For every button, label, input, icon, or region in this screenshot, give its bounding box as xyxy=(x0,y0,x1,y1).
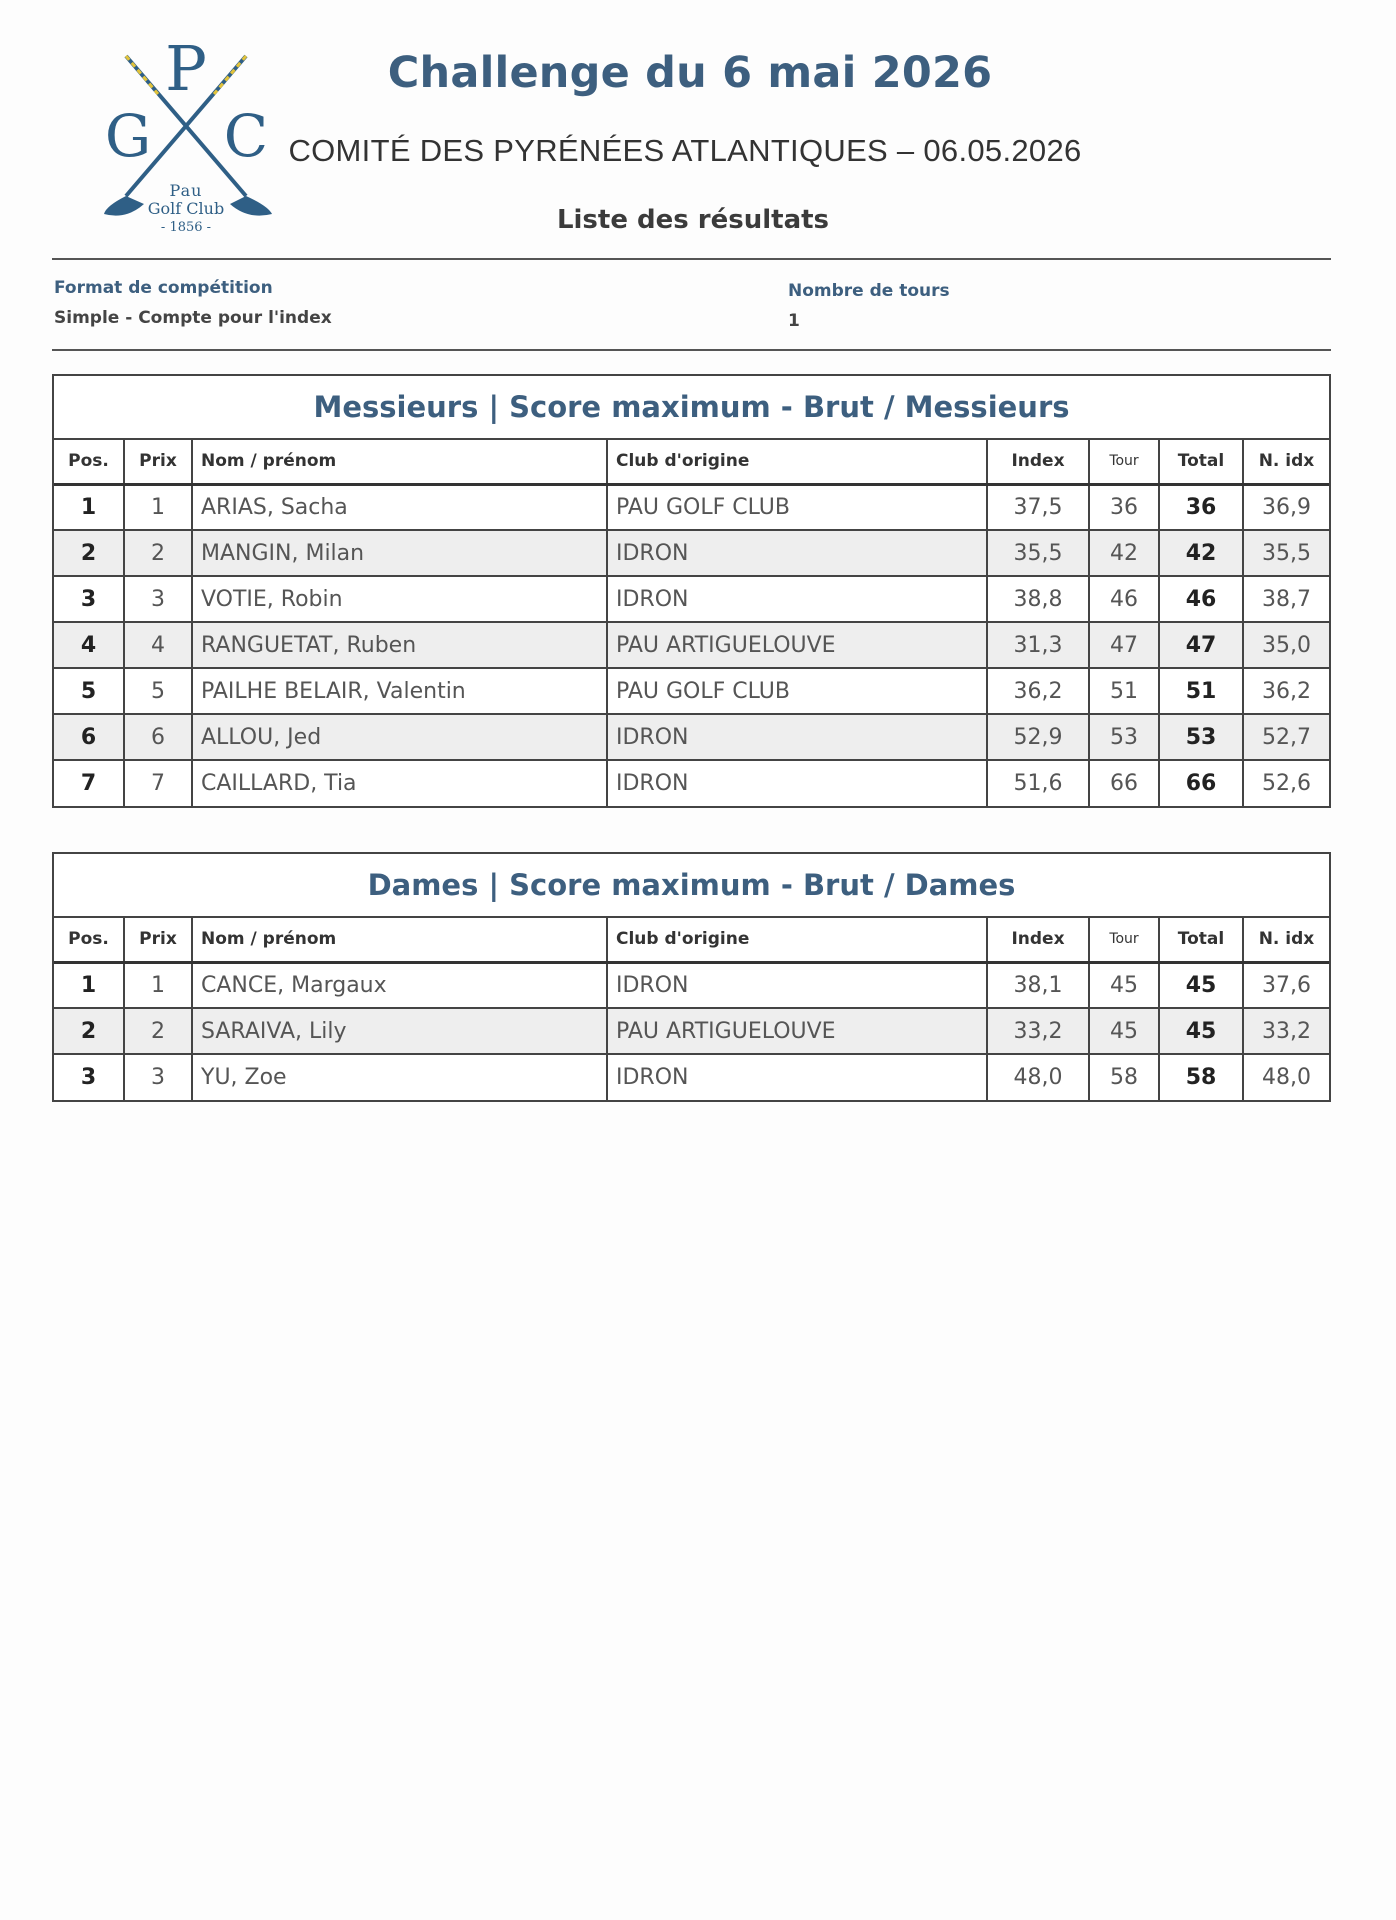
cell-nidx: 37,6 xyxy=(1243,962,1329,1008)
cell-prix: 1 xyxy=(124,962,192,1008)
cell-total: 45 xyxy=(1159,1008,1243,1054)
cell-index: 31,3 xyxy=(987,622,1089,668)
cell-tour: 46 xyxy=(1089,576,1159,622)
cell-tour: 47 xyxy=(1089,622,1159,668)
cell-tour: 45 xyxy=(1089,962,1159,1008)
table-row xyxy=(54,760,1329,806)
cell-name: YU, Zoe xyxy=(192,1054,607,1100)
cell-tour: 53 xyxy=(1089,714,1159,760)
format-value: Simple - Compte pour l'index xyxy=(54,308,332,328)
col-index: Index xyxy=(987,918,1089,962)
table-row xyxy=(54,1054,1329,1100)
cell-index: 52,9 xyxy=(987,714,1089,760)
col-club: Club d'origine xyxy=(607,440,987,484)
cell-prix: 1 xyxy=(124,484,192,530)
cell-club: IDRON xyxy=(607,962,987,1008)
cell-nidx: 52,7 xyxy=(1243,714,1329,760)
cell-total: 45 xyxy=(1159,962,1243,1008)
logo-year: - 1856 - xyxy=(160,220,212,235)
cell-tour: 66 xyxy=(1089,760,1159,806)
cell-nidx: 48,0 xyxy=(1243,1054,1329,1100)
cell-prix: 4 xyxy=(124,622,192,668)
results-table-dames xyxy=(52,852,1331,1102)
results-table xyxy=(54,440,1329,806)
rounds-label: Nombre de tours xyxy=(788,281,950,301)
cell-index: 37,5 xyxy=(987,484,1089,530)
table-row xyxy=(54,668,1329,714)
cell-nidx: 38,7 xyxy=(1243,576,1329,622)
cell-total: 51 xyxy=(1159,668,1243,714)
section-title: Messieurs | Score maximum - Brut / Messieurs xyxy=(54,376,1329,440)
cell-pos: 3 xyxy=(80,1065,97,1090)
logo-letter-c: C xyxy=(223,102,269,170)
logo-letter-g: G xyxy=(104,102,152,170)
results-table-messieurs xyxy=(52,374,1331,808)
col-tour: Tour xyxy=(1089,440,1159,484)
col-nidx: N. idx xyxy=(1243,918,1329,962)
cell-pos: 1 xyxy=(54,962,124,1008)
cell-name: ARIAS, Sacha xyxy=(192,484,607,530)
cell-pos: 1 xyxy=(54,484,124,530)
logo-pau: Pau xyxy=(169,181,203,200)
cell-name: MANGIN, Milan xyxy=(192,530,607,576)
col-pos: Pos. xyxy=(54,918,124,962)
table-row xyxy=(54,962,1329,1008)
cell-pos: 4 xyxy=(54,622,124,668)
page-subtitle: COMITÉ DES PYRÉNÉES ATLANTIQUES – 06.05.2026 xyxy=(288,133,1082,168)
table-row xyxy=(54,576,1329,622)
cell-index: 38,1 xyxy=(987,962,1089,1008)
cell-nidx: 52,6 xyxy=(1243,760,1329,806)
cell-tour: 45 xyxy=(1089,1008,1159,1054)
cell-nidx: 36,9 xyxy=(1243,484,1329,530)
cell-total: 36 xyxy=(1159,484,1243,530)
cell-prix: 7 xyxy=(124,760,192,806)
golf-clubs-logo-icon xyxy=(96,28,276,243)
col-tour: Tour xyxy=(1089,918,1159,962)
cell-club: IDRON xyxy=(607,1054,987,1100)
table-row xyxy=(54,1008,1329,1054)
col-pos: Pos. xyxy=(54,440,124,484)
cell-prix: 5 xyxy=(124,668,192,714)
cell-index: 36,2 xyxy=(987,668,1089,714)
cell-pos: 3 xyxy=(54,576,124,622)
table-header-row xyxy=(54,440,1329,484)
col-name: Nom / prénom xyxy=(192,440,607,484)
cell-nidx: 36,2 xyxy=(1243,668,1329,714)
cell-club: IDRON xyxy=(607,576,987,622)
col-total: Total xyxy=(1159,918,1243,962)
logo-golf-club: Golf Club xyxy=(147,199,225,218)
divider-top xyxy=(52,258,1331,260)
cell-prix: 2 xyxy=(124,530,192,576)
cell-club: PAU ARTIGUELOUVE xyxy=(607,622,987,668)
cell-pos: 2 xyxy=(54,530,124,576)
cell-total: 47 xyxy=(1159,622,1243,668)
col-index: Index xyxy=(987,440,1089,484)
cell-pos: 2 xyxy=(54,1008,124,1054)
cell-club: PAU GOLF CLUB xyxy=(607,484,987,530)
page-title: Challenge du 6 mai 2026 xyxy=(387,48,993,98)
cell-prix: 2 xyxy=(124,1008,192,1054)
col-nidx: N. idx xyxy=(1243,440,1329,484)
cell-prix: 6 xyxy=(124,714,192,760)
section-title: Dames | Score maximum - Brut / Dames xyxy=(54,854,1329,918)
cell-tour: 51 xyxy=(1089,668,1159,714)
results-table xyxy=(54,918,1329,1100)
cell-club: PAU GOLF CLUB xyxy=(607,668,987,714)
cell-prix: 3 xyxy=(124,1054,192,1100)
table-row xyxy=(54,714,1329,760)
cell-index: 51,6 xyxy=(987,760,1089,806)
table-row xyxy=(54,530,1329,576)
table-row xyxy=(54,622,1329,668)
format-label: Format de compétition xyxy=(54,278,273,298)
logo-letter-p: P xyxy=(165,32,207,105)
divider-meta xyxy=(52,349,1331,351)
cell-tour: 58 xyxy=(1089,1054,1159,1100)
cell-club: PAU ARTIGUELOUVE xyxy=(607,1008,987,1054)
col-name: Nom / prénom xyxy=(192,918,607,962)
cell-tour: 42 xyxy=(1089,530,1159,576)
cell-pos: 5 xyxy=(54,668,124,714)
cell-total: 66 xyxy=(1159,760,1243,806)
cell-total: 58 xyxy=(1159,1054,1243,1100)
cell-prix: 3 xyxy=(124,576,192,622)
pau-golf-club-logo xyxy=(96,28,276,243)
cell-total: 53 xyxy=(1159,714,1243,760)
table-row xyxy=(54,484,1329,530)
cell-nidx: 33,2 xyxy=(1243,1008,1329,1054)
cell-name: CANCE, Margaux xyxy=(192,962,607,1008)
cell-club: IDRON xyxy=(607,760,987,806)
cell-pos: 6 xyxy=(54,714,124,760)
cell-nidx: 35,5 xyxy=(1243,530,1329,576)
col-prix: Prix xyxy=(124,440,192,484)
cell-index: 48,0 xyxy=(987,1054,1089,1100)
cell-index: 35,5 xyxy=(987,530,1089,576)
list-title: Liste des résultats xyxy=(556,205,830,235)
cell-pos: 7 xyxy=(80,771,97,796)
cell-name: RANGUETAT, Ruben xyxy=(192,622,607,668)
cell-name: VOTIE, Robin xyxy=(192,576,607,622)
cell-club: IDRON xyxy=(607,714,987,760)
cell-name: CAILLARD, Tia xyxy=(192,760,607,806)
col-prix: Prix xyxy=(124,918,192,962)
col-total: Total xyxy=(1159,440,1243,484)
cell-club: IDRON xyxy=(607,530,987,576)
col-club: Club d'origine xyxy=(607,918,987,962)
cell-index: 38,8 xyxy=(987,576,1089,622)
cell-total: 46 xyxy=(1159,576,1243,622)
rounds-value: 1 xyxy=(788,311,800,331)
cell-name: ALLOU, Jed xyxy=(192,714,607,760)
cell-index: 33,2 xyxy=(987,1008,1089,1054)
cell-tour: 36 xyxy=(1089,484,1159,530)
table-header-row xyxy=(54,918,1329,962)
cell-total: 42 xyxy=(1159,530,1243,576)
cell-name: PAILHE BELAIR, Valentin xyxy=(192,668,607,714)
cell-name: SARAIVA, Lily xyxy=(192,1008,607,1054)
cell-nidx: 35,0 xyxy=(1243,622,1329,668)
